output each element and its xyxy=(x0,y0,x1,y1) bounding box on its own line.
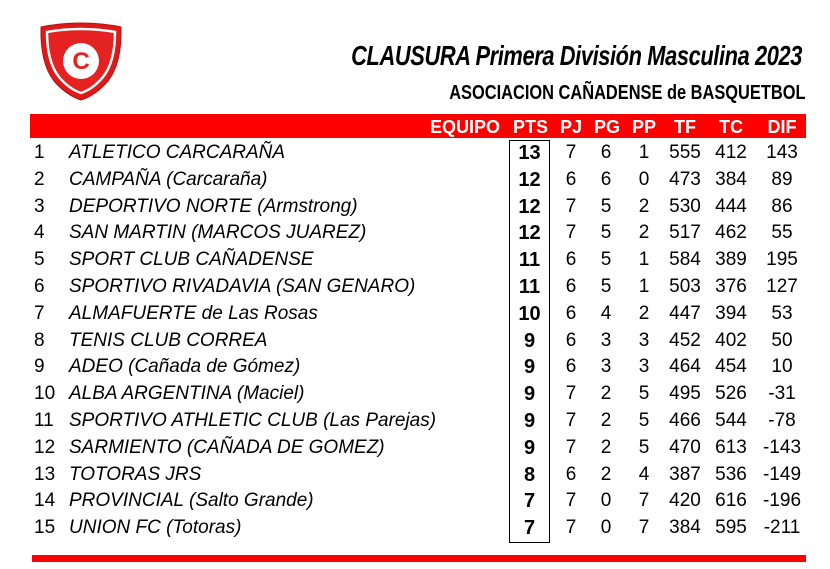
logo-letter: C xyxy=(72,48,90,75)
page-subtitle: ASOCIACION CAÑADENSE de BASQUETBOL xyxy=(448,82,805,104)
cell-pos: 10 xyxy=(34,383,56,405)
cell-dif: 53 xyxy=(771,302,793,324)
cell-team: ALBA ARGENTINA (Maciel) xyxy=(69,383,305,405)
bottom-bar xyxy=(32,555,806,562)
cell-dif: -196 xyxy=(762,490,802,512)
cell-pg: 2 xyxy=(600,410,612,431)
cell-team: SARMIENTO (CAÑADA DE GOMEZ) xyxy=(69,436,385,458)
cell-pos: 7 xyxy=(34,302,45,324)
cell-pj: 6 xyxy=(565,302,577,324)
cell-pj: 6 xyxy=(565,356,577,378)
cell-team: SPORTIVO RIVADAVIA (SAN GENARO) xyxy=(69,276,416,297)
cell-pp: 7 xyxy=(638,517,650,539)
cell-pts: 9 xyxy=(523,383,536,406)
cell-team: PROVINCIAL (Salto Grande) xyxy=(69,490,314,512)
table-row xyxy=(0,354,830,381)
cell-tc: 444 xyxy=(715,195,747,217)
cell-pg: 5 xyxy=(600,195,612,217)
cell-pts: 9 xyxy=(523,356,536,379)
cell-tc: 544 xyxy=(715,410,747,431)
table-row xyxy=(0,408,830,435)
cell-team: DEPORTIVO NORTE (Armstrong) xyxy=(69,195,358,217)
cell-pg: 2 xyxy=(600,463,612,485)
cell-pg: 5 xyxy=(600,222,612,244)
cell-dif: 55 xyxy=(771,222,793,244)
page-title: CLAUSURA Primera División Masculina 2023 xyxy=(351,40,802,71)
cell-pos: 14 xyxy=(34,490,56,512)
shield-icon xyxy=(38,21,124,101)
cell-pts: 9 xyxy=(523,436,536,459)
cell-pp: 3 xyxy=(638,329,650,351)
cell-team: ADEO (Cañada de Gómez) xyxy=(69,356,301,378)
cell-pj: 6 xyxy=(565,168,577,190)
cell-tc: 616 xyxy=(715,490,747,512)
cell-pos: 3 xyxy=(34,195,45,217)
cell-team: SPORT CLUB CAÑADENSE xyxy=(69,249,314,271)
header-pp: PP xyxy=(631,117,656,137)
cell-team: UNION FC (Totoras) xyxy=(69,517,242,539)
header-dif: DIF xyxy=(767,117,797,137)
cell-tf: 495 xyxy=(669,383,701,405)
cell-tc: 412 xyxy=(715,142,747,163)
cell-tc: 394 xyxy=(715,302,747,324)
cell-tc: 402 xyxy=(715,329,747,351)
table-row xyxy=(0,435,830,462)
cell-pos: 1 xyxy=(34,142,45,163)
cell-tc: 526 xyxy=(715,383,747,405)
cell-tf: 464 xyxy=(669,356,701,378)
cell-pp: 7 xyxy=(638,490,650,512)
cell-team: SAN MARTIN (MARCOS JUAREZ) xyxy=(69,222,367,244)
cell-pp: 3 xyxy=(638,356,650,378)
cell-team: ATLETICO CARCARAÑA xyxy=(69,142,286,163)
cell-pp: 5 xyxy=(638,410,650,431)
cell-pp: 0 xyxy=(638,168,650,190)
cell-pos: 9 xyxy=(34,356,45,378)
cell-tf: 470 xyxy=(669,436,701,458)
cell-pos: 13 xyxy=(34,463,56,485)
cell-dif: 143 xyxy=(766,142,798,163)
cell-pos: 6 xyxy=(34,276,45,297)
table-row xyxy=(0,274,830,301)
cell-tc: 595 xyxy=(715,517,747,539)
cell-pg: 0 xyxy=(600,490,612,512)
cell-pj: 6 xyxy=(565,463,577,485)
cell-pg: 3 xyxy=(600,329,612,351)
cell-tf: 503 xyxy=(669,276,701,297)
cell-dif: -149 xyxy=(762,463,802,485)
cell-tf: 530 xyxy=(669,195,701,217)
cell-pos: 2 xyxy=(34,168,45,190)
cell-tf: 387 xyxy=(669,463,701,485)
table-row xyxy=(0,381,830,408)
cell-tc: 384 xyxy=(715,168,747,190)
cell-dif: 86 xyxy=(771,195,793,217)
cell-pj: 6 xyxy=(565,249,577,271)
cell-pg: 5 xyxy=(600,249,612,271)
cell-pg: 5 xyxy=(600,276,612,297)
table-row xyxy=(0,328,830,355)
cell-pp: 1 xyxy=(638,249,650,271)
cell-pos: 5 xyxy=(34,249,45,271)
cell-pts: 9 xyxy=(523,410,536,432)
cell-team: TENIS CLUB CORREA xyxy=(69,329,268,351)
cell-tf: 420 xyxy=(669,490,701,512)
table-row xyxy=(0,140,830,167)
cell-pts: 10 xyxy=(518,302,541,325)
cell-pts: 7 xyxy=(523,517,536,540)
cell-pts: 12 xyxy=(518,195,541,218)
cell-pg: 4 xyxy=(600,302,612,324)
table-row xyxy=(0,515,830,542)
header-pj: PJ xyxy=(559,117,583,137)
header-tc: TC xyxy=(719,117,743,137)
cell-pos: 8 xyxy=(34,329,45,351)
cell-pg: 2 xyxy=(600,436,612,458)
table-row xyxy=(0,194,830,221)
cell-pp: 1 xyxy=(638,276,650,297)
cell-tf: 466 xyxy=(669,410,701,431)
cell-pos: 4 xyxy=(34,222,45,244)
cell-pp: 5 xyxy=(638,436,650,458)
header-tf: TF xyxy=(674,117,696,137)
cell-tc: 376 xyxy=(715,276,747,297)
cell-pts: 13 xyxy=(518,142,541,164)
cell-pj: 7 xyxy=(565,142,577,163)
cell-pj: 7 xyxy=(565,195,577,217)
header-pg: PG xyxy=(593,117,620,137)
cell-tc: 389 xyxy=(715,249,747,271)
cell-tf: 517 xyxy=(669,222,701,244)
club-logo xyxy=(38,21,124,101)
cell-pg: 6 xyxy=(600,142,612,163)
cell-tf: 555 xyxy=(669,142,701,163)
cell-dif: 10 xyxy=(771,356,793,378)
cell-tf: 473 xyxy=(669,168,701,190)
cell-pos: 12 xyxy=(34,436,56,458)
cell-pg: 3 xyxy=(600,356,612,378)
table-row xyxy=(0,301,830,328)
cell-pos: 11 xyxy=(34,410,54,431)
cell-pp: 4 xyxy=(638,463,650,485)
cell-pj: 7 xyxy=(565,517,577,539)
cell-pj: 7 xyxy=(565,383,577,405)
cell-pj: 7 xyxy=(565,410,577,431)
cell-pp: 2 xyxy=(638,222,650,244)
cell-pp: 5 xyxy=(638,383,650,405)
cell-dif: -31 xyxy=(768,383,796,405)
cell-pts: 12 xyxy=(518,168,541,191)
cell-pg: 6 xyxy=(600,168,612,190)
table-row xyxy=(0,247,830,274)
cell-pg: 0 xyxy=(600,517,612,539)
header-team: EQUIPO xyxy=(429,117,500,137)
cell-tf: 384 xyxy=(669,517,701,539)
cell-dif: -143 xyxy=(762,436,802,458)
cell-pj: 7 xyxy=(565,222,577,244)
cell-tf: 452 xyxy=(669,329,701,351)
cell-dif: -78 xyxy=(768,410,796,431)
table-row xyxy=(0,220,830,247)
cell-tf: 584 xyxy=(669,249,701,271)
cell-pj: 7 xyxy=(565,436,577,458)
cell-dif: 50 xyxy=(771,329,793,351)
cell-team: TOTORAS JRS xyxy=(69,463,202,485)
cell-tc: 454 xyxy=(715,356,747,378)
cell-pj: 6 xyxy=(565,329,577,351)
header-pts: PTS xyxy=(512,117,548,137)
table-row xyxy=(0,488,830,515)
cell-tc: 613 xyxy=(715,436,747,458)
cell-pp: 2 xyxy=(638,302,650,324)
cell-pg: 2 xyxy=(600,383,612,405)
cell-team: CAMPAÑA (Carcaraña) xyxy=(69,168,268,190)
cell-team: SPORTIVO ATHLETIC CLUB (Las Parejas) xyxy=(69,410,437,431)
cell-dif: -211 xyxy=(763,517,801,539)
cell-dif: 89 xyxy=(771,168,793,190)
cell-pp: 2 xyxy=(638,195,650,217)
cell-pts: 7 xyxy=(523,490,536,513)
cell-tc: 536 xyxy=(715,463,747,485)
cell-pts: 8 xyxy=(523,463,536,486)
cell-pj: 6 xyxy=(565,276,577,297)
cell-pts: 12 xyxy=(518,222,541,245)
table-row xyxy=(0,167,830,194)
cell-dif: 195 xyxy=(766,249,798,271)
cell-team: ALMAFUERTE de Las Rosas xyxy=(69,302,318,324)
cell-pp: 1 xyxy=(638,142,650,163)
cell-tf: 447 xyxy=(669,302,701,324)
cell-pts: 9 xyxy=(523,329,536,352)
table-row xyxy=(0,462,830,489)
cell-pos: 15 xyxy=(34,517,56,539)
cell-dif: 127 xyxy=(766,276,798,297)
cell-pts: 11 xyxy=(518,276,541,298)
cell-tc: 462 xyxy=(715,222,747,244)
cell-pj: 7 xyxy=(565,490,577,512)
cell-pts: 11 xyxy=(518,249,541,272)
